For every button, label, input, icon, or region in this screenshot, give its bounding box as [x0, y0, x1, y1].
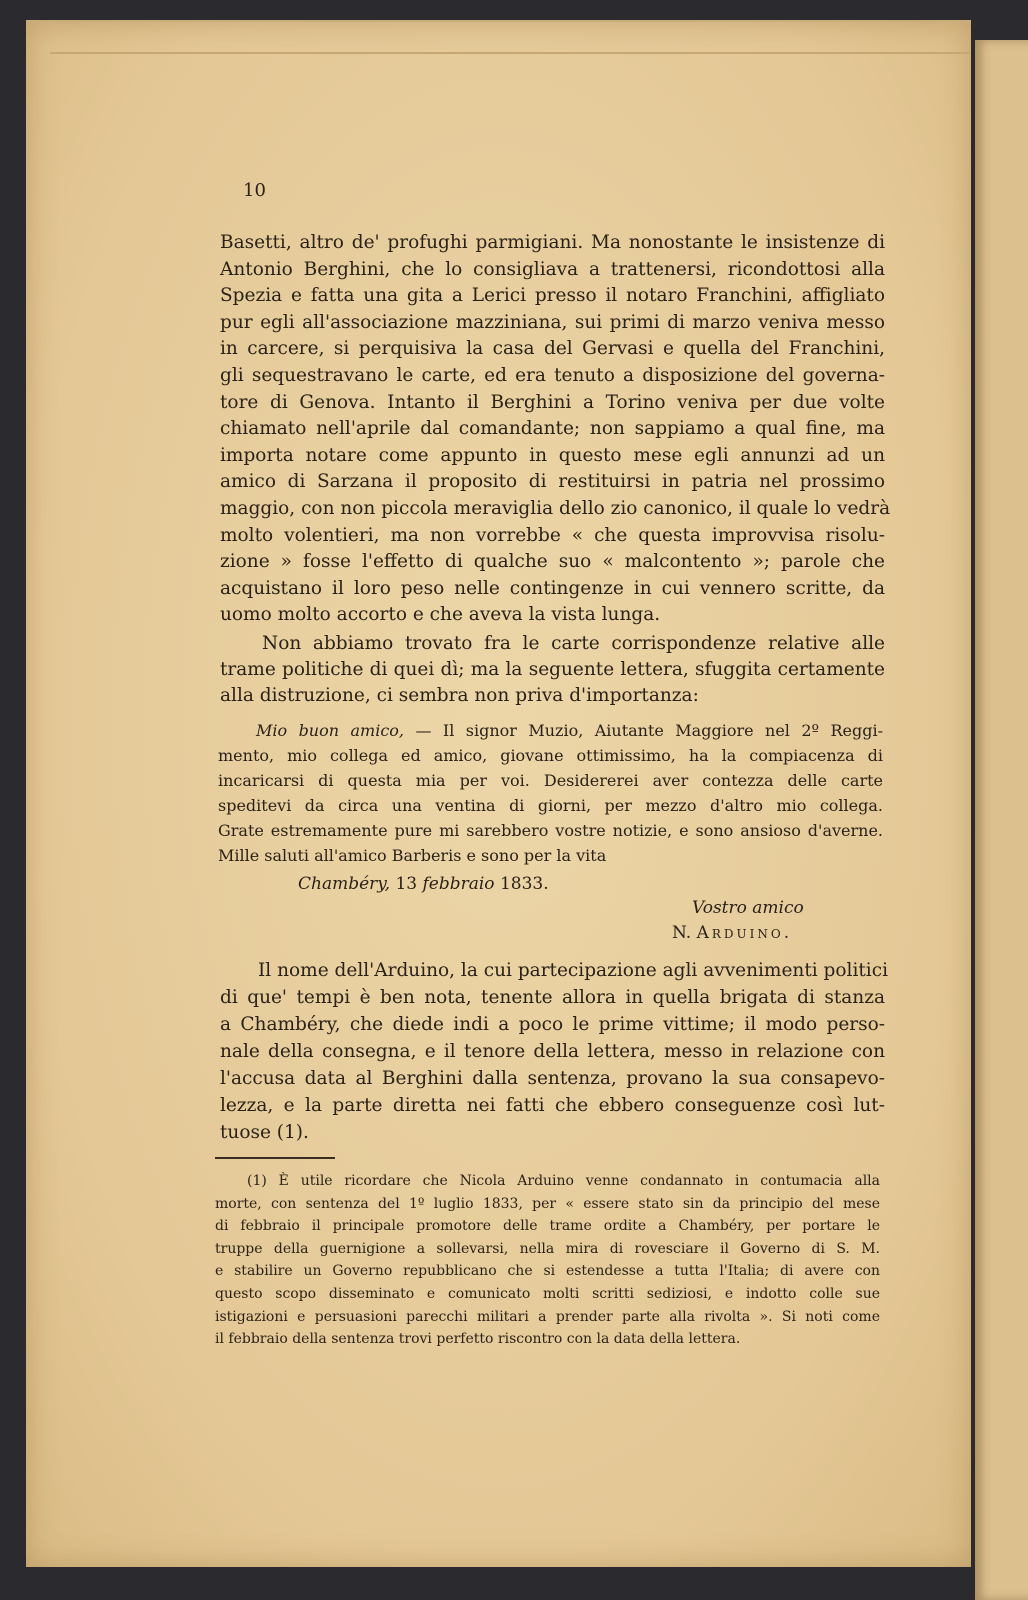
footnote-line: truppe della guernigione a sollevarsi, nella mira di rovesciare il Governo di S. M.: [215, 1240, 880, 1257]
letter-line: Mille saluti all'amico Barberis e sono per la vita: [218, 846, 607, 865]
paragraph-line: molto volentieri, ma non vorrebbe « che questa improvvisa risolu-: [220, 524, 885, 546]
paragraph-line: maggio, con non piccola meraviglia dello zio canonico, il quale lo vedrà: [220, 498, 891, 519]
letter-month: febbraio: [422, 874, 495, 894]
page-number: 10: [243, 180, 266, 201]
paragraph-line: zione » fosse l'effetto di qualche suo « malcontento »; parole che: [220, 551, 885, 573]
paragraph-line: alla distruzione, ci sembra non priva d'importanza:: [220, 685, 699, 707]
signature-name: Arduino.: [696, 923, 793, 943]
letter-line: incaricarsi di questa mia per voi. Desidererei aver contezza delle carte: [218, 771, 883, 790]
footnote-line: morte, con sentenza del 1º luglio 1833, per « essere stato sin da principio del mese: [215, 1195, 880, 1212]
paragraph-line: Antonio Berghini, che lo consigliava a trattenersi, ricondottosi alla: [220, 258, 885, 280]
letter-closing: [692, 898, 804, 918]
letter-salutation: Mio buon amico,: [256, 721, 404, 740]
adjacent-page-edge: [975, 40, 1028, 1600]
paragraph-line: amico di Sarzana il proposito di restituirsi in patria nel prossimo: [220, 471, 885, 493]
letter-date: [298, 874, 549, 894]
paragraph-line: importa notare come appunto in questo mese egli annunzi ad un: [220, 444, 885, 466]
paragraph-line: nale della consegna, e il tenore della lettera, messo in relazione con: [220, 1041, 885, 1062]
footnote-separator: [215, 1157, 335, 1159]
footnote-line: istigazioni e persuasioni parecchi militari a prender parte alla rivolta ». Si noti come: [215, 1308, 880, 1325]
paragraph-line: Non abbiamo trovato fra le carte corrispondenze relative alle: [262, 633, 885, 654]
letter-line: speditevi da circa una ventina di giorni, per mezzo d'altro mio collega.: [218, 796, 883, 815]
signature-initial: N.: [672, 923, 692, 943]
paragraph-line: chiamato nell'aprile dal comandante; non sappiamo a qual fine, ma: [220, 418, 885, 440]
letter-line: mento, mio collega ed amico, giovane ottimissimo, ha la compiacenza di: [218, 746, 883, 765]
footnote-line: il febbraio della sentenza trovi perfetto riscontro con la data della lettera.: [215, 1331, 741, 1348]
paragraph-line: trame politiche di quei dì; ma la seguente lettera, sfuggita certamente: [220, 659, 885, 681]
paragraph-line: acquistano il loro peso nelle contingenze in cui vennero scritte, da: [220, 577, 885, 599]
letter-first-line: — Il signor Muzio, Aiutante Maggiore nel 2º Reggi-: [415, 721, 883, 740]
paragraph-line: Il nome dell'Arduino, la cui partecipazione agli avvenimenti politici: [258, 960, 889, 981]
letter-signature: [672, 923, 792, 943]
letter-line: [218, 720, 883, 742]
letter-line: Grate estremamente pure mi sarebbero vostre notizie, e sono ansioso d'averne.: [218, 821, 883, 840]
paragraph-line: in carcere, si perquisiva la casa del Gervasi e quella del Franchini,: [220, 338, 885, 360]
letter-place: Chambéry,: [298, 874, 391, 894]
closing-text: Vostro amico: [692, 898, 804, 918]
paragraph-line: tuose (1).: [220, 1122, 309, 1143]
paragraph-line: di que' tempi è ben nota, tenente allora in quella brigata di stanza: [220, 987, 885, 1008]
paragraph-line: Basetti, altro de' profughi parmigiani. Ma nonostante le insistenze di: [220, 232, 885, 253]
paragraph-line: tore di Genova. Intanto il Berghini a Torino veniva per due volte: [220, 391, 885, 413]
footnote-line: e stabilire un Governo repubblicano che si estendesse a tutta l'Italia; di avere con: [215, 1263, 880, 1280]
footnote-line: di febbraio il principale promotore delle trame ordite a Chambéry, per portare le: [215, 1218, 880, 1235]
paragraph-line: Spezia e fatta una gita a Lerici presso il notaro Franchini, affigliato: [220, 285, 885, 307]
paragraph-line: uomo molto accorto e che aveva la vista lunga.: [220, 604, 661, 626]
letter-day: 13: [395, 874, 418, 894]
footnote-line: (1) È utile ricordare che Nicola Arduino venne condannato in contumacia alla: [247, 1173, 880, 1189]
page-fold-line: [50, 52, 970, 54]
paragraph-line: gli sequestravano le carte, ed era tenuto a disposizione del governa-: [220, 365, 885, 386]
footnote-line: questo scopo disseminato e comunicato molti scritti sediziosi, e indotto colle sue: [215, 1286, 880, 1302]
paragraph-line: pur egli all'associazione mazziniana, sui primi di marzo veniva messo: [220, 311, 885, 333]
paragraph-line: a Chambéry, che diede indi a poco le prime vittime; il modo perso-: [220, 1014, 885, 1035]
paragraph-line: l'accusa data al Berghini dalla sentenza, provano la sua consapevo-: [220, 1068, 885, 1089]
letter-year: 1833.: [499, 874, 549, 894]
paragraph-line: lezza, e la parte diretta nei fatti che ebbero conseguenze così lut-: [220, 1095, 885, 1116]
